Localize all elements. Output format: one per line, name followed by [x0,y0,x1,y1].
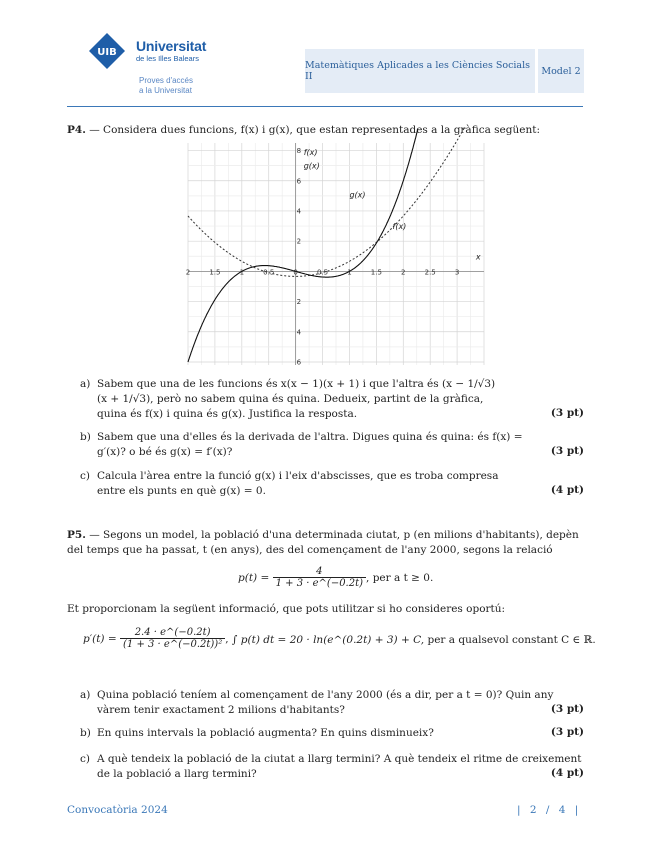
formula-num: 4 [273,566,366,578]
y-tick-label: 6 [296,358,302,367]
logo-text: UIB [97,47,117,58]
item-text: Quina població teníem al començament de l'any 2000 (és a dir, per a t = 0)? Quin any vàrem tenir exactament 2 milions d'habitants? [97,689,554,716]
y-tick-label: 6 [296,177,302,186]
x-tick-label: 2 [185,268,191,277]
integral-tail: per a qualsevol constant C ∈ ℝ. [427,634,596,646]
p4-a-points: (3 pt) [550,407,584,419]
p4-item-a [80,377,584,422]
p5-c-points: (4 pt) [550,767,584,779]
subject-title: Matemàtiques Aplicades a les Ciències Socials II [305,49,535,93]
item-text: En quins intervals la població augmenta? En quins disminueix? [97,727,434,739]
formula-fraction [273,566,366,589]
p4-intro-text: — Considera dues funcions, f(x) i g(x), que estan representades a la gràfica següent: [89,124,540,136]
p4-intro [67,123,583,138]
p5-info: Et proporcionam la següent informació, que pots utilitzar si ho consideres oportú: [67,603,506,615]
y-tick-label: 4 [296,207,302,216]
x-tick-label: 1.5 [370,268,382,277]
x-tick-label: 0 [293,268,298,277]
item-text: A què tendeix la població de la ciutat a llarg termini? A què tendeix el ritme de creixement de la població a llarg termini? [97,753,582,780]
item-text: Calcula l'àrea entre la funció g(x) i l'eix d'abscisses, que es troba compresa entre els punts en què g(x) = 0. [97,470,499,497]
annotation-g: g(x) [349,190,366,200]
brand-subtitle: de les Illes Balears [136,54,199,63]
item-label: c) [80,753,90,765]
p4-b-points: (3 pt) [550,445,584,457]
p5-derivative: p′(t) = $\frac{2.4 \cdot e\^{}(-0.2t)}{\text{(1 + 3 · e\textasciicircum{}(−0.2t))²}}$ , [83,627,229,650]
formula-den: 1 + 3 · e^(−0.2t) [275,578,364,589]
x-tick-label: 3 [454,268,460,277]
annotation-f: f(x) [392,222,407,232]
x-tick-label: 1 [347,268,352,277]
formula-lhs: p(t) = [238,571,270,584]
p4-item-c [80,469,584,499]
axis-label-x: x [475,252,481,262]
p5-item-a [80,688,584,718]
uib-logo-icon [89,33,125,69]
p5-formula [238,566,433,589]
deriv-lhs: p′(t) = [83,632,117,645]
p4-c-points: (4 pt) [550,484,584,496]
item-label: c) [80,470,90,482]
p4-item-b [80,430,584,460]
deriv-den: (1 + 3 · e^(−0.2t))² [123,639,223,650]
y-tick-label: 2 [296,237,302,246]
proves-label [139,76,193,96]
p5-a-points: (3 pt) [550,703,584,715]
integral-expr: ∫ p(t) dt = 20 · ln(e^(0.2t) + 3) + C, [232,634,425,646]
footer-convocatoria: Convocatòria 2024 [67,804,168,816]
y-tick-label: 8 [296,147,302,156]
item-label: b) [80,431,91,443]
y-tick-label: 4 [296,328,302,337]
x-tick-label: 2 [401,268,406,277]
p5-intro-text: — Segons un model, la població d'una determinada ciutat, p (en milions d'habitants), depèn del temps que ha passat, t (en anys), des del començament de l'any 2000, segons la relació [67,529,579,556]
header-divider [67,106,583,107]
item-label: b) [80,727,91,739]
chart-grid [185,143,484,365]
proves-line2: a la Universitat [139,86,192,95]
p5-b-points: (3 pt) [550,726,584,738]
p5-item-b [80,726,584,741]
p5-label: P5. [67,529,86,541]
x-tick-label: 1.5 [209,268,221,277]
deriv-num: 2.4 · e^(−0.2t) [120,627,225,639]
formula-cond: , per a t ≥ 0. [366,571,434,584]
item-label: a) [80,378,91,390]
deriv-fraction [120,627,225,650]
footer-page-number: | 2 / 4 | [517,804,579,816]
legend-g: g(x) [303,161,320,171]
item-label: a) [80,689,91,701]
p5-integral [232,634,596,646]
item-text: Sabem que una d'elles és la derivada de l'altra. Digues quina és quina: és f(x) = g′(x)? o bé és g(x) = f′(x)? [97,431,523,458]
item-text: Sabem que una de les funcions és x(x − 1)(x + 1) i que l'altra és (x − 1/√3)(x + 1/√3), però no sabem quina és quina. Deduеix, partint de la gràfica, quina és f(x) i quina és g(x). Justifica la resposta. [97,378,496,420]
model-label: Model 2 [538,49,584,93]
p5-item-c [80,752,584,782]
brand-name: Universitat [136,38,207,54]
x-tick-label: 0.5 [263,268,275,277]
y-tick-label: 2 [296,298,302,307]
x-tick-label: 1 [239,268,245,277]
p5-intro [67,528,583,558]
x-tick-label: 2.5 [424,268,436,277]
legend-f: f(x) [303,148,318,158]
proves-line1: Proves d'accés [139,76,193,85]
function-chart [185,143,484,367]
p4-label: P4. [67,124,86,136]
x-tick-label: 0.5 [316,268,329,277]
